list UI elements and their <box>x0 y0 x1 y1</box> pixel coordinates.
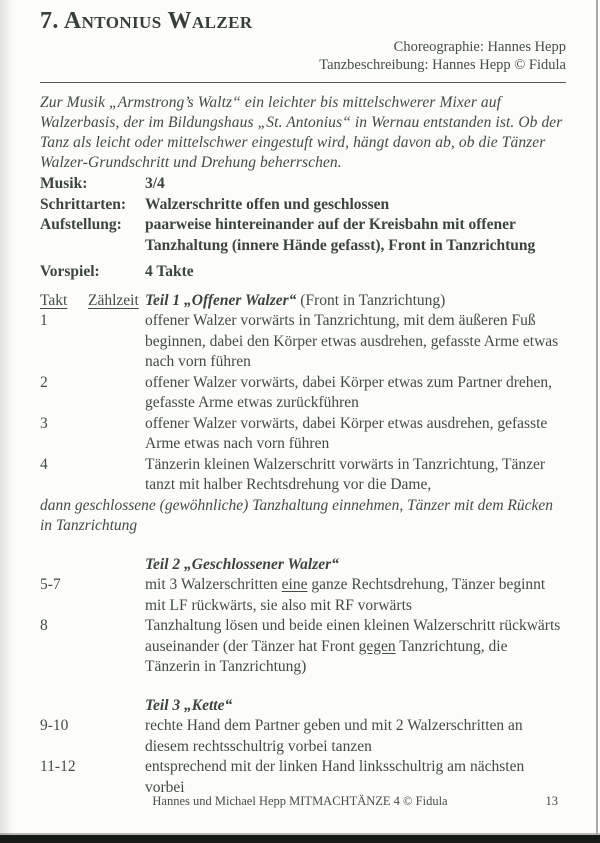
meta-row-aufstellung <box>40 215 566 256</box>
part1-suffix: (Front in Tanzrichtung) <box>296 291 446 309</box>
takt-cell: 5-7 <box>40 576 61 593</box>
table-row-takt-11-12 <box>40 757 566 798</box>
part3-heading-row <box>40 696 566 717</box>
dance-steps-table <box>40 291 566 799</box>
credits-block <box>40 38 566 74</box>
takt-4-continuation: dann geschlossene (gewöhnliche) Tanzhaltung einnehmen, Tänzer mit dem Rücken in Tanzrichtung <box>40 496 553 534</box>
underlined-word: gegen <box>358 637 396 655</box>
table-row-takt-9-10 <box>40 716 566 757</box>
zaehlzeit-cell <box>88 311 145 373</box>
table-header-row <box>40 291 566 312</box>
meta-label: Musik: <box>40 175 88 192</box>
part2-title: Teil 2 „Geschlossener Walzer“ <box>145 555 339 573</box>
meta-label: Vorspiel: <box>40 263 100 280</box>
meta-label: Schrittarten: <box>40 195 127 213</box>
part1-heading <box>145 291 566 312</box>
meta-row-vorspiel <box>40 262 566 283</box>
description-cell: offener Walzer vorwärts, dabei Körper etwas zum Partner drehen, gefasste Arme etwas zurückführen <box>145 373 553 411</box>
meta-value: paarweise hintereinander auf der Kreisbahn mit offener Tanzhaltung (innere Hände gefasst), Front in Tanzrichtung <box>145 216 536 254</box>
takt-cell: 9-10 <box>40 717 69 734</box>
takt-cell: 4 <box>40 455 48 473</box>
description-cell: offener Walzer vorwärts in Tanzrichtung, mit dem äußeren Fuß beginnen, dabei den Körper etwas ausdrehen, gefasste Arme etwas nach vorn führen <box>145 312 559 370</box>
takt-cell: 2 <box>40 373 48 391</box>
underlined-word: eine <box>281 576 308 593</box>
table-row-takt-3 <box>40 414 566 455</box>
table-row-takt-8 <box>40 616 566 678</box>
header-divider <box>40 82 566 83</box>
meta-section <box>40 174 566 283</box>
col-header-takt: Takt <box>40 291 68 309</box>
part3-title: Teil 3 „Kette“ <box>145 696 233 714</box>
description-cell: Tänzerin kleinen Walzerschritt vorwärts in Tanzrichtung, Tänzer tanzt mit halber Rechtsdrehung vor die Dame, <box>145 455 546 493</box>
takt-cell: 3 <box>40 414 48 432</box>
description-cell: entsprechend mit der linken Hand linksschultrig am nächsten vorbei <box>145 758 525 796</box>
meta-value: Walzerschritte offen und geschlossen <box>145 195 390 213</box>
takt-cell: 1 <box>40 312 48 329</box>
zaehlzeit-cell <box>88 616 145 678</box>
credit-choreographie: Choreographie: Hannes Hepp <box>393 39 566 55</box>
intro-paragraph: Zur Musik „Armstrong’s Waltz“ ein leichter bis mittelschwerer Mixer auf Walzerbasis, der im Bildungshaus „St. Antonius“ in Wernau entstanden ist. Ob der Tanz als leicht oder mittelschwer eingestuft wird, hängt davon ab, ob die Tänzer Walzer-Grundschritt und Drehung beherrschen. <box>40 94 563 171</box>
credit-tanzbeschreibung: Tanzbeschreibung: Hannes Hepp © Fidula <box>319 57 566 73</box>
zaehlzeit-cell <box>88 455 145 496</box>
takt-cell: 8 <box>40 617 48 634</box>
zaehlzeit-cell <box>88 757 145 798</box>
description-cell: offener Walzer vorwärts, dabei Körper etwas ausdrehen, gefasste Arme etwas nach vorn führen <box>145 414 548 452</box>
zaehlzeit-cell <box>88 414 145 455</box>
footer-imprint: Hannes und Michael Hepp MITMACHTÄNZE 4 © Fidula <box>152 794 448 808</box>
meta-value: 4 Takte <box>145 263 194 280</box>
meta-value: 3/4 <box>145 175 165 192</box>
zaehlzeit-cell <box>88 716 145 757</box>
table-row-takt-5-7 <box>40 575 566 616</box>
table-row-takt-1 <box>40 311 566 373</box>
takt-cell: 11-12 <box>40 758 76 775</box>
meta-row-schrittarten <box>40 195 566 216</box>
part2-heading-row <box>40 555 566 576</box>
page-title: 7. Antonius Walzer <box>40 8 253 34</box>
part1-title: Teil 1 „Offener Walzer“ <box>145 291 297 309</box>
page-number: 13 <box>545 794 558 808</box>
col-header-zaehlzeit: Zählzeit <box>88 291 139 309</box>
meta-label: Aufstellung: <box>40 216 122 233</box>
page-footer <box>0 794 600 814</box>
description-cell: rechte Hand dem Partner geben und mit 2 Walzerschritten an diesem rechtsschultrig vorbei tanzen <box>145 717 523 755</box>
zaehlzeit-cell <box>88 575 145 616</box>
meta-row-musik <box>40 174 566 195</box>
scan-right-edge <box>596 0 598 835</box>
description-cell: Tanzhaltung lösen und beide einen kleinen Walzerschritt rückwärts auseinander (der Tänzer hat Front gegen Tanzrichtung, die Tänzerin in Tanzrichtung) <box>145 617 561 675</box>
scan-bottom-edge <box>0 835 600 843</box>
table-row-takt-4 <box>40 455 566 496</box>
zaehlzeit-cell <box>88 373 145 414</box>
description-cell: mit 3 Walzerschritten eine ganze Rechtsdrehung, Tänzer beginnt mit LF rückwärts, sie also mit RF vorwärts <box>145 576 546 614</box>
table-row-takt-2 <box>40 373 566 414</box>
